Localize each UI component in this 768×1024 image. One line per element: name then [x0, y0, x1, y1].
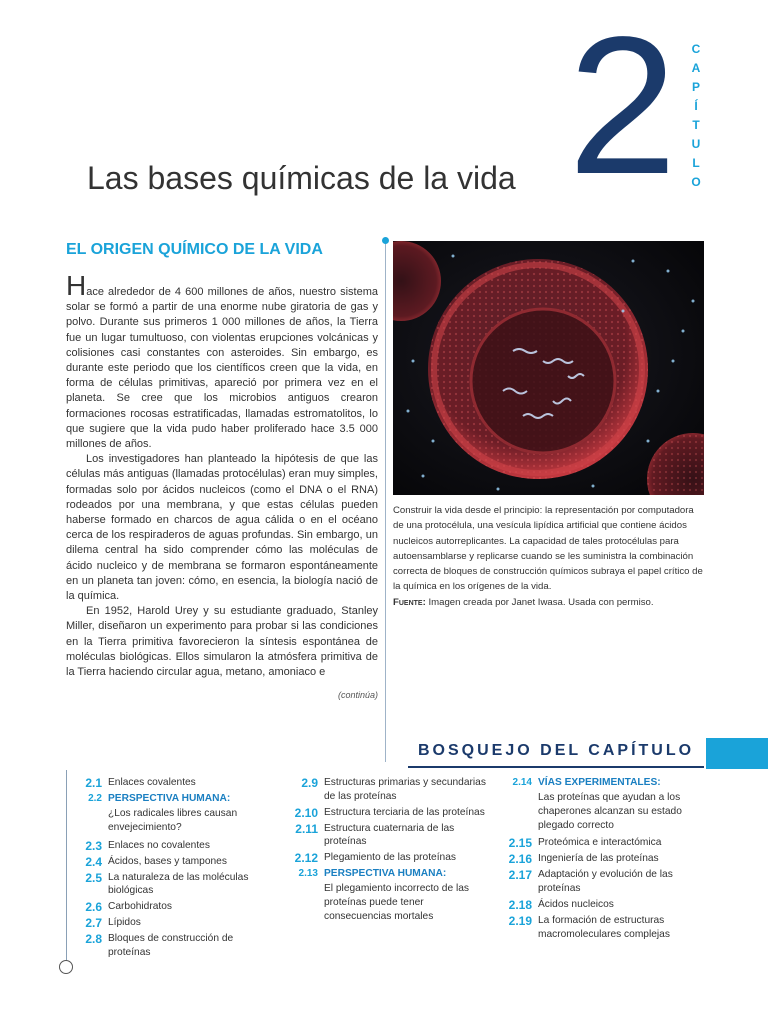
- outline-item: [70, 855, 270, 869]
- outline-label: Adaptación y evolución de las proteínas: [538, 869, 673, 895]
- outline-item: [70, 776, 270, 790]
- outline-column-1: [70, 776, 270, 962]
- chapter-label-letter: P: [691, 80, 700, 94]
- chapter-label-letter: Í: [694, 99, 698, 113]
- chapter-label-letter: A: [691, 61, 701, 75]
- outline-number: 2.2: [88, 793, 102, 804]
- outline-item-sub: [282, 882, 486, 923]
- outline-label: Lípidos: [108, 917, 141, 929]
- outline-item: [494, 868, 700, 896]
- outline-label: Estructura cuaternaria de las proteínas: [324, 822, 455, 848]
- chapter-label-letter: C: [691, 42, 701, 56]
- outline-number: 2.15: [508, 836, 532, 851]
- outline-label: Enlaces no covalentes: [108, 839, 210, 851]
- outline-label: Carbohidratos: [108, 901, 172, 913]
- outline-title: BOSQUEJO DEL CAPÍTULO: [418, 742, 695, 759]
- figure-source: [393, 595, 704, 610]
- continued-note: (continúa): [337, 690, 378, 700]
- outline-circle-marker: [59, 960, 73, 974]
- outline-rule: [408, 766, 704, 768]
- outline-number: 2.14: [512, 777, 532, 788]
- figure-caption: [393, 503, 704, 610]
- outline-label: PERSPECTIVA HUMANA:: [324, 868, 447, 880]
- outline-item: [282, 776, 486, 804]
- outline-item: [494, 852, 700, 866]
- intro-body: [66, 270, 378, 680]
- outline-label: VÍAS EXPERIMENTALES:: [538, 777, 661, 788]
- outline-label: La naturaleza de las moléculas biológicas: [108, 871, 249, 897]
- protocell-illustration: [393, 241, 704, 495]
- outline-item: [70, 932, 270, 960]
- outline-number: 2.11: [295, 821, 318, 836]
- outline-item: [494, 776, 700, 790]
- chapter-number: 2: [568, 0, 674, 215]
- drop-cap: H: [66, 270, 87, 301]
- outline-item: [70, 916, 270, 930]
- outline-label: Plegamiento de las proteínas: [324, 852, 456, 864]
- outline-item: [494, 898, 700, 912]
- outline-number: 2.7: [85, 916, 102, 931]
- divider-dot: [382, 237, 389, 244]
- source-label: Fuente:: [393, 596, 426, 608]
- outline-item-sub: [70, 807, 270, 835]
- outline-label: La formación de estructuras macromoleculares complejas: [538, 914, 670, 940]
- outline-number: 2.17: [508, 868, 532, 883]
- outline-number: 2.18: [508, 897, 532, 912]
- section-heading: EL ORIGEN QUÍMICO DE LA VIDA: [66, 241, 323, 258]
- outline-number: 2.9: [301, 776, 318, 790]
- outline-number: 2.4: [85, 854, 102, 869]
- outline-label: Estructuras primarias y secundarias de las proteínas: [324, 777, 486, 802]
- outline-accent-block: [706, 738, 768, 769]
- outline-number: 2.16: [508, 852, 532, 867]
- outline-label: Enlaces covalentes: [108, 777, 196, 788]
- chapter-label-letter: O: [691, 175, 701, 189]
- outline-number: 2.6: [85, 900, 102, 915]
- outline-column-3: [494, 776, 700, 944]
- chapter-label: [684, 40, 708, 192]
- outline-item: [282, 867, 486, 881]
- outline-item: [282, 806, 486, 820]
- outline-item-sub: [494, 791, 700, 832]
- chapter-label-letter: L: [692, 156, 700, 170]
- outline-label: Bloques de construcción de proteínas: [108, 933, 234, 958]
- outline-column-2: [282, 776, 486, 928]
- paragraph: En 1952, Harold Urey y su estudiante graduado, Stanley Miller, diseñaron un experimento para probar si las condiciones en la Tierra primitiva favorecieron la síntesis espontánea de moléculas biológicas. Ellos simularon la atmósfera primitiva de la Tierra haciendo circular agua, metano, amoniaco e: [66, 605, 378, 679]
- column-divider: [385, 242, 386, 762]
- outline-label: Ácidos nucleicos: [538, 898, 614, 910]
- outline-number: 2.5: [85, 870, 102, 885]
- protocell-figure: [393, 241, 704, 495]
- outline-sublabel: El plegamiento incorrecto de las proteínas puede tener consecuencias mortales: [324, 883, 469, 922]
- outline-number: 2.3: [85, 838, 102, 853]
- caption-text: Construir la vida desde el principio: la representación por computadora de una protocélula, una vesícula lipídica artificial que contiene ácidos nucleicos autorreplicantes. La capacidad de tales protocélulas para autoensamblarse y replicarse cuando se les suministra la combinación correcta de bloques de construcción químicos subraya el papel crítico de la química en los orígenes de la vida.: [393, 505, 703, 593]
- outline-number: 2.12: [294, 851, 318, 866]
- outline-item: [70, 792, 270, 806]
- chapter-label-letter: T: [692, 118, 700, 132]
- outline-sublabel: ¿Los radicales libres causan envejecimiento?: [108, 808, 238, 833]
- chapter-label-letter: U: [691, 137, 701, 151]
- outline-number: 2.8: [85, 932, 102, 947]
- outline-label: Ingeniería de las proteínas: [538, 853, 659, 865]
- paragraph: [66, 270, 378, 452]
- paragraph-text: ace alrededor de 4 600 millones de años, nuestro sistema solar se formó a partir de una enorme nube giratoria de gas y polvo. Durante sus primeros 1 000 millones de años, la Tierra fue un lugar tumultuoso, con violentas erupciones volcánicas y colisiones casi constantes con asteroides. Sin embargo, es durante este periodo que los científicos creen que la vida, en forma de células primitivas, apareció por primera vez en el planeta. Se cree que los microbios antiguos crearon formaciones rocosas estratificadas, llamadas estromatolitos, lo que sugiere que la vida pudo haber proliferado hace 3.5 000 millones de años.: [66, 286, 378, 451]
- outline-item: [494, 914, 700, 942]
- paragraph: Los investigadores han planteado la hipótesis de que las células más antiguas (llamadas protocélulas) eran muy simples, formadas solo por ácidos nucleicos (como el DNA o el RNA) rodeados por una membrana, y que estas células pueden haberse formado en charcos de agua cálida o en el océano cerca de los respiraderos de aguas profundas. Sin embargo, un dilema central ha sido comprender cómo las moléculas de ácido nucleico y de membrana se formaron espontáneamente en un planeta tan joven: cómo, en esencia, la biología nació de la química.: [66, 453, 378, 603]
- outline-item: [494, 836, 700, 850]
- chapter-title: Las bases químicas de la vida: [87, 160, 516, 196]
- outline-item: [282, 851, 486, 865]
- outline-number: 2.10: [294, 805, 318, 820]
- outline-label: Estructura terciaria de las proteínas: [324, 806, 485, 818]
- outline-label: Ácidos, bases y tampones: [108, 855, 227, 867]
- outline-label: PERSPECTIVA HUMANA:: [108, 793, 231, 804]
- outline-item: [70, 839, 270, 853]
- outline-number: 2.19: [508, 913, 532, 928]
- source-text: Imagen creada por Janet Iwasa. Usada con permiso.: [428, 596, 654, 608]
- outline-item: [70, 900, 270, 914]
- outline-item: [70, 871, 270, 899]
- outline-divider: [66, 770, 67, 966]
- outline-number: 2.13: [298, 868, 318, 880]
- outline-sublabel: Las proteínas que ayudan a los chaperones alcanzan su estado plegado correcto: [538, 792, 682, 831]
- outline-item: [282, 822, 486, 850]
- outline-label: Proteómica e interactómica: [538, 837, 662, 849]
- outline-number: 2.1: [85, 776, 102, 790]
